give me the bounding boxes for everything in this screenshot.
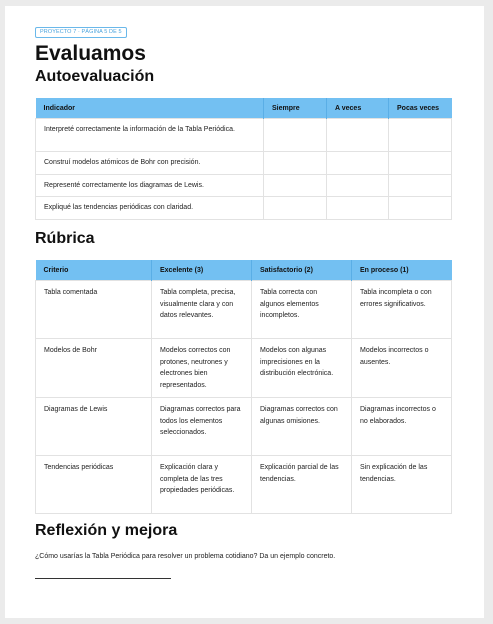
indicator-cell: Representé correctamente los diagramas de Lewis. <box>36 174 264 197</box>
checkbox-cell-a-veces[interactable] <box>327 174 389 197</box>
header-en-proceso: En proceso (1) <box>352 260 452 281</box>
checkbox-cell-siempre[interactable] <box>264 119 327 152</box>
reflection-heading: Reflexión y mejora <box>35 522 178 539</box>
page-title: Evaluamos <box>35 42 146 65</box>
header-pocas-veces: Pocas veces <box>389 98 452 119</box>
indicator-cell: Interpreté correctamente la información de la Tabla Periódica. <box>36 119 264 152</box>
header-satisfactorio: Satisfactorio (2) <box>252 260 352 281</box>
checkbox-cell-pocas-veces[interactable] <box>389 197 452 220</box>
criterion-cell: Diagramas de Lewis <box>36 398 152 456</box>
level-cell: Explicación clara y completa de las tres propiedades periódicas. <box>152 456 252 514</box>
criterion-cell: Tabla comentada <box>36 281 152 339</box>
checkbox-cell-pocas-veces[interactable] <box>389 152 452 175</box>
self-eval-heading: Autoevaluación <box>35 68 155 85</box>
rubric-header-row <box>36 260 452 281</box>
level-cell: Tabla completa, precisa, visualmente clara y con datos relevantes. <box>152 281 252 339</box>
table-row <box>36 339 452 398</box>
criterion-cell: Modelos de Bohr <box>36 339 152 398</box>
level-cell: Modelos incorrectos o ausentes. <box>352 339 452 398</box>
checkbox-cell-a-veces[interactable] <box>327 197 389 220</box>
header-a-veces: A veces <box>327 98 389 119</box>
indicator-cell: Expliqué las tendencias periódicas con claridad. <box>36 197 264 220</box>
level-cell: Tabla incompleta o con errores significativos. <box>352 281 452 339</box>
table-row <box>36 197 452 220</box>
level-cell: Diagramas incorrectos o no elaborados. <box>352 398 452 456</box>
level-cell: Explicación parcial de las tendencias. <box>252 456 352 514</box>
indicator-cell: Construí modelos atómicos de Bohr con precisión. <box>36 152 264 175</box>
self-eval-header-row <box>36 98 452 119</box>
checkbox-cell-pocas-veces[interactable] <box>389 174 452 197</box>
checkbox-cell-a-veces[interactable] <box>327 152 389 175</box>
checkbox-cell-siempre[interactable] <box>264 174 327 197</box>
page-badge: PROYECTO 7 · PÁGINA 5 DE 5 <box>35 27 127 38</box>
level-cell: Modelos con algunas imprecisiones en la distribución electrónica. <box>252 339 352 398</box>
document-page <box>5 6 484 618</box>
header-excelente: Excelente (3) <box>152 260 252 281</box>
level-cell: Modelos correctos con protones, neutrones y electrones bien representados. <box>152 339 252 398</box>
table-row <box>36 281 452 339</box>
criterion-cell: Tendencias periódicas <box>36 456 152 514</box>
self-eval-table <box>35 98 452 220</box>
checkbox-cell-siempre[interactable] <box>264 152 327 175</box>
level-cell: Diagramas correctos con algunas omisiones. <box>252 398 352 456</box>
table-row <box>36 119 452 152</box>
table-row <box>36 152 452 175</box>
header-criterio: Criterio <box>36 260 152 281</box>
table-row <box>36 398 452 456</box>
table-row <box>36 174 452 197</box>
reflection-question: ¿Cómo usarías la Tabla Periódica para resolver un problema cotidiano? Da un ejemplo concreto. <box>35 553 336 560</box>
level-cell: Sin explicación de las tendencias. <box>352 456 452 514</box>
table-row <box>36 456 452 514</box>
rubric-table <box>35 260 452 514</box>
checkbox-cell-siempre[interactable] <box>264 197 327 220</box>
rubric-heading: Rúbrica <box>35 230 95 247</box>
checkbox-cell-pocas-veces[interactable] <box>389 119 452 152</box>
level-cell: Diagramas correctos para todos los elementos seleccionados. <box>152 398 252 456</box>
header-siempre: Siempre <box>264 98 327 119</box>
answer-line[interactable] <box>35 578 171 579</box>
header-indicador: Indicador <box>36 98 264 119</box>
checkbox-cell-a-veces[interactable] <box>327 119 389 152</box>
level-cell: Tabla correcta con algunos elementos incompletos. <box>252 281 352 339</box>
